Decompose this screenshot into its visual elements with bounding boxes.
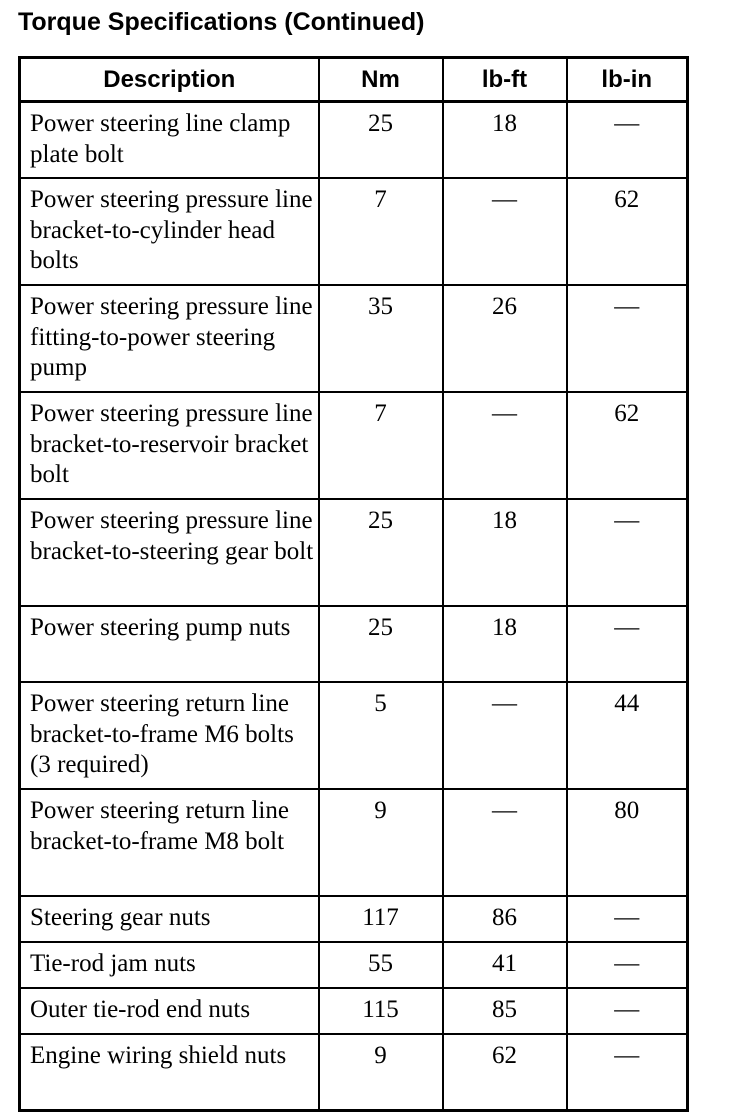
nm-cell: 25 — [319, 499, 443, 606]
description-cell: Tie-rod jam nuts — [20, 942, 319, 988]
lbin-cell: — — [567, 499, 688, 606]
table-row — [20, 606, 688, 682]
table-row — [20, 1034, 688, 1111]
table-row — [20, 102, 688, 179]
nm-cell: 5 — [319, 682, 443, 789]
description-cell: Outer tie-rod end nuts — [20, 988, 319, 1034]
lbft-cell: — — [443, 789, 567, 896]
nm-cell: 9 — [319, 1034, 443, 1111]
page-title: Torque Specifications (Continued) — [18, 8, 425, 36]
lbft-cell: — — [443, 178, 567, 285]
column-header-description: Description — [20, 58, 319, 102]
lbin-cell: — — [567, 1034, 688, 1111]
table-row — [20, 988, 688, 1034]
description-cell: Power steering pressure line bracket-to-cylinder head bolts — [20, 178, 319, 285]
description-cell: Power steering pump nuts — [20, 606, 319, 682]
lbin-cell: — — [567, 988, 688, 1034]
lbft-cell: 86 — [443, 896, 567, 942]
lbft-cell: 26 — [443, 285, 567, 392]
description-cell: Engine wiring shield nuts — [20, 1034, 319, 1111]
description-cell: Power steering return line bracket-to-frame M6 bolts (3 required) — [20, 682, 319, 789]
lbin-cell: 80 — [567, 789, 688, 896]
description-cell: Power steering pressure line bracket-to-steering gear bolt — [20, 499, 319, 606]
table-row — [20, 942, 688, 988]
lbft-cell: 18 — [443, 499, 567, 606]
lbin-cell: — — [567, 102, 688, 179]
lbft-cell: 18 — [443, 102, 567, 179]
description-cell: Power steering pressure line bracket-to-reservoir bracket bolt — [20, 392, 319, 499]
lbin-cell: 62 — [567, 178, 688, 285]
lbft-cell: — — [443, 682, 567, 789]
table-header-row — [20, 58, 688, 102]
column-header-lbft: lb-ft — [443, 58, 567, 102]
table-row — [20, 789, 688, 896]
description-cell: Power steering return line bracket-to-frame M8 bolt — [20, 789, 319, 896]
lbft-cell: 85 — [443, 988, 567, 1034]
lbin-cell: — — [567, 896, 688, 942]
column-header-nm: Nm — [319, 58, 443, 102]
table-row — [20, 285, 688, 392]
torque-spec-table — [18, 56, 689, 1112]
table-row — [20, 178, 688, 285]
lbft-cell: — — [443, 392, 567, 499]
column-header-lbin: lb-in — [567, 58, 688, 102]
nm-cell: 55 — [319, 942, 443, 988]
table-row — [20, 896, 688, 942]
nm-cell: 115 — [319, 988, 443, 1034]
nm-cell: 7 — [319, 178, 443, 285]
table-row — [20, 392, 688, 499]
description-cell: Steering gear nuts — [20, 896, 319, 942]
table-row — [20, 499, 688, 606]
table-row — [20, 682, 688, 789]
lbin-cell: 44 — [567, 682, 688, 789]
nm-cell: 9 — [319, 789, 443, 896]
lbin-cell: — — [567, 285, 688, 392]
nm-cell: 7 — [319, 392, 443, 499]
lbin-cell: — — [567, 942, 688, 988]
nm-cell: 117 — [319, 896, 443, 942]
lbin-cell: 62 — [567, 392, 688, 499]
lbft-cell: 18 — [443, 606, 567, 682]
nm-cell: 25 — [319, 606, 443, 682]
lbft-cell: 62 — [443, 1034, 567, 1111]
lbin-cell: — — [567, 606, 688, 682]
lbft-cell: 41 — [443, 942, 567, 988]
description-cell: Power steering pressure line fitting-to-power steering pump — [20, 285, 319, 392]
description-cell: Power steering line clamp plate bolt — [20, 102, 319, 179]
nm-cell: 35 — [319, 285, 443, 392]
nm-cell: 25 — [319, 102, 443, 179]
